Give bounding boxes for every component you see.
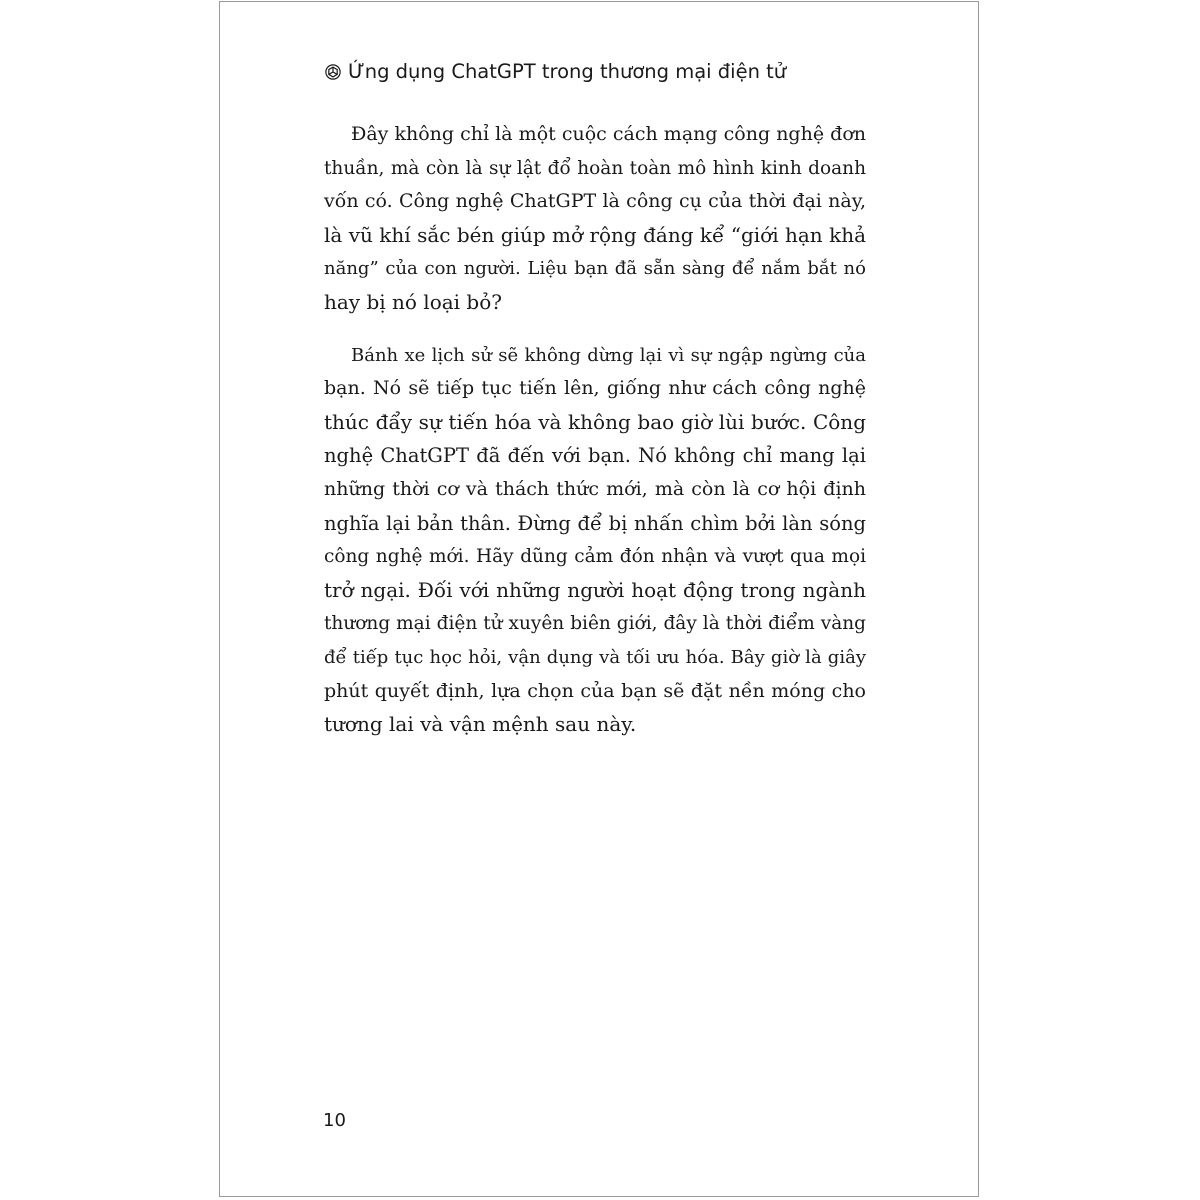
- text-line: hay bị nó loại bỏ?: [324, 289, 502, 314]
- chatgpt-logo-icon: [324, 63, 342, 81]
- body-text: [324, 118, 866, 742]
- book-page: [219, 1, 979, 1197]
- text-line: phút quyết định, lựa chọn của bạn sẽ đặt nền móng cho: [324, 679, 866, 702]
- text-line: để tiếp tục học hỏi, vận dụng và tối ưu hóa. Bây giờ là giây: [324, 646, 866, 668]
- text-line: nghĩa lại bản thân. Đừng để bị nhấn chìm bởi làn sóng: [324, 511, 866, 535]
- paragraph-gap: [324, 320, 866, 339]
- text-line: trở ngại. Đối với những người hoạt động trong ngành: [324, 577, 866, 602]
- text-line: thuần, mà còn là sự lật đổ hoàn toàn mô hình kinh doanh: [324, 157, 866, 179]
- page-number: 10: [323, 1110, 346, 1131]
- running-header: [324, 60, 786, 83]
- book-title: Ứng dụng ChatGPT trong thương mại điện tử: [348, 60, 787, 83]
- text-line: Đây không chỉ là một cuộc cách mạng công nghệ đơn: [351, 123, 866, 145]
- text-line: tương lai và vận mệnh sau này.: [324, 712, 637, 737]
- text-line: năng” của con người. Liệu bạn đã sẵn sàng để nắm bắt nó: [324, 258, 866, 280]
- text-line: Bánh xe lịch sử sẽ không dừng lại vì sự ngập ngừng của: [351, 344, 866, 366]
- text-line: thúc đẩy sự tiến hóa và không bao giờ lùi bước. Công: [324, 409, 866, 434]
- text-line: công nghệ mới. Hãy dũng cảm đón nhận và vượt qua mọi: [324, 546, 866, 568]
- text-line: thương mại điện tử xuyên biên giới, đây là thời điểm vàng: [324, 613, 866, 635]
- text-line: những thời cơ và thách thức mới, mà còn là cơ hội định: [324, 477, 866, 500]
- text-line: nghệ ChatGPT đã đến với bạn. Nó không chỉ mang lại: [324, 444, 866, 468]
- text-line: là vũ khí sắc bén giúp mở rộng đáng kể “giới hạn khả: [324, 222, 866, 247]
- text-line: vốn có. Công nghệ ChatGPT là công cụ của thời đại này,: [324, 190, 866, 213]
- text-line: bạn. Nó sẽ tiếp tục tiến lên, giống như cách công nghệ: [324, 377, 866, 400]
- paragraph: [324, 339, 866, 742]
- paragraph: [324, 118, 866, 320]
